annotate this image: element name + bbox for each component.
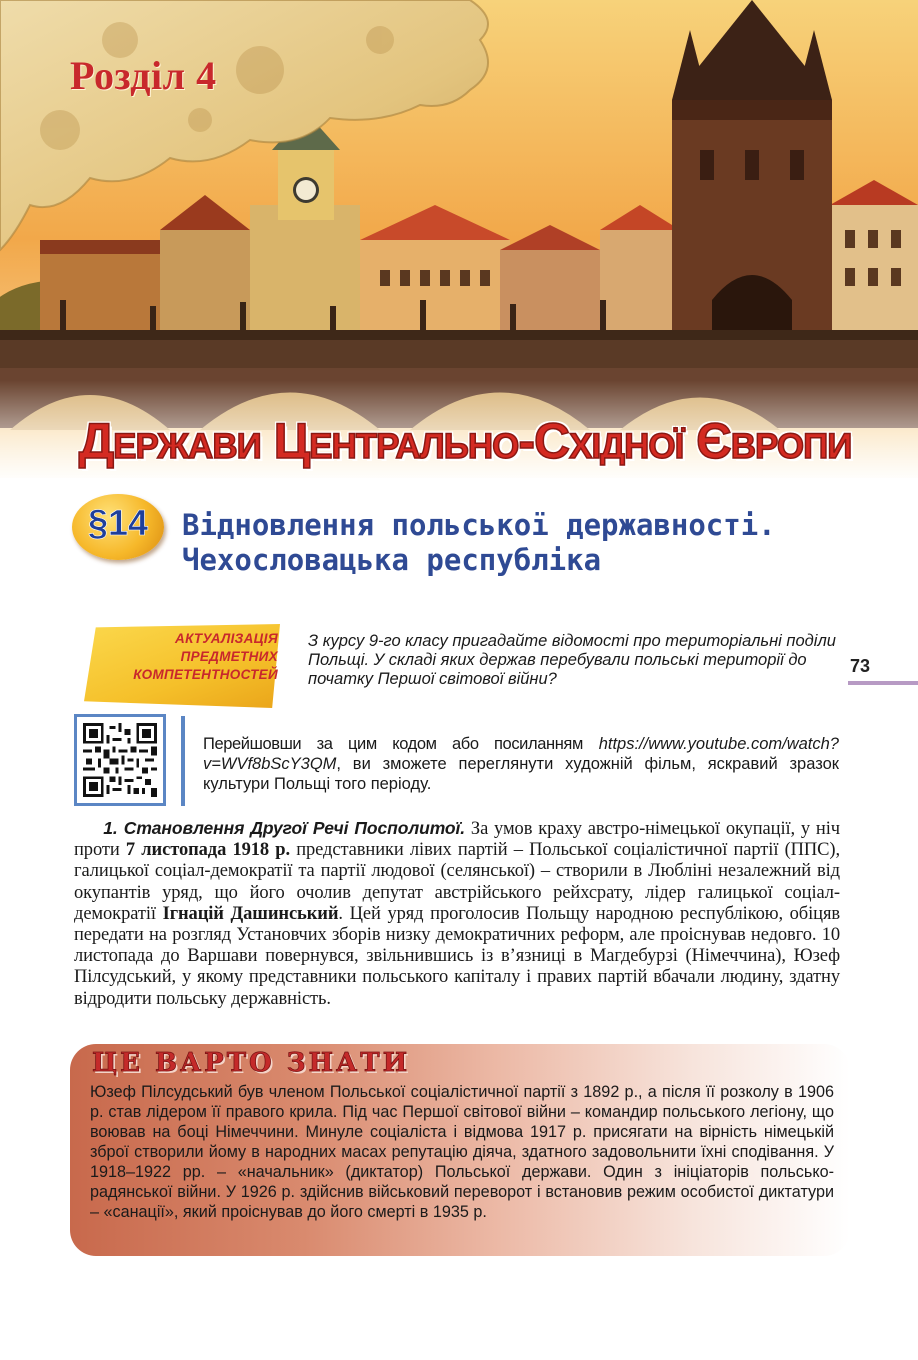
qr-code-icon	[83, 723, 157, 797]
body-date: 7 листопада 1918 р.	[125, 840, 290, 861]
parchment-decoration	[0, 0, 520, 260]
paragraph-number-badge	[72, 494, 164, 560]
actualization-text: З курсу 9-го класу пригадайте відомості про територіальні поділи Польщі. У складі яких держав перебували польські території до початку Першої світової війни?	[308, 632, 836, 688]
video-link[interactable]: https://www.youtube.com/watch?v=WVf8bScY3QM	[203, 735, 839, 773]
qr-description	[203, 734, 839, 794]
qr-code[interactable]	[74, 714, 166, 806]
actualization-label-line: АКТУАЛІЗАЦІЯ	[175, 631, 278, 646]
body-paragraph	[74, 818, 840, 1010]
page-number-rule	[848, 681, 918, 685]
info-box-title: ЦЕ ВАРТО ЗНАТИ	[92, 1048, 411, 1078]
body-text-part: представники лівих партій – Польської соціалістичної партії (ППС), галицької соціал-демократії та партії людової (селянської) – створили в Любліні незалежний від окупантів уряд, що його очолив депутат австрійського рейхсрату, лідер галицької соціал-демократії	[74, 840, 840, 924]
qr-lead-text: Перейшовши за цим кодом або посиланням	[203, 735, 583, 753]
section-heading: Держави Центрально-Східної Європи	[78, 413, 852, 469]
paragraph-number: §14	[87, 502, 149, 543]
actualization-label-line: КОМПЕТЕНТНОСТЕЙ	[133, 667, 278, 682]
body-subheading: 1. Становлення Другої Речі Посполитої.	[103, 818, 466, 838]
qr-rest-text: , ви зможете переглянути художній фільм, яскравий зразок культури Польщі того періоду.	[203, 755, 839, 793]
actualization-label	[106, 630, 278, 684]
actualization-label-box	[84, 624, 280, 708]
body-text-part: За умов краху австро-німецької окупації, у ніч проти	[74, 819, 840, 861]
info-box-text: Юзеф Пілсудський був членом Польської соціалістичної партії з 1892 р., а після її розколу в 1906 р. став лідером її правого крила. Під час Першої світової війни – командир польського легіону, що воював на боці Німеччини. Минуле соціаліста і відмова 1917 р. присягати на вірність німецькій зброї створили йому в народних масах репутацію діяча, здатного задовольнити їхні сподівання. У 1918–1922 рр. – «начальник» (диктатор) Польської держави. Один з ініціаторів польсько-радянської війни. У 1926 р. здійснив військовий переворот і встановив режим особистої диктатури – «санації», який проіснував до його смерті в 1935 р.	[90, 1083, 834, 1221]
actualization-label-line: ПРЕДМЕТНИХ	[180, 649, 278, 664]
body-person: Ігнацій Дашинський	[162, 903, 339, 924]
page-number: 73	[850, 656, 871, 676]
chapter-label: Розділ 4	[70, 53, 217, 98]
paragraph-title: Відновлення польської державності. Чехословацька республіка	[182, 508, 776, 577]
body-text-part: . Цей уряд проголосив Польщу народною республікою, обіцяв передати на розгляд Установчих зборів низку демократичних реформ, але проіснував недовго. 10 листопада до Варшави повернувся, звільнившись із в’язниці в Магдебурзі (Німеччина), Юзеф Пілсудський, у якому представники польського капіталу і правих партій вбачали людину, здатну відродити польську державність.	[74, 903, 840, 1009]
qr-divider	[181, 716, 185, 806]
